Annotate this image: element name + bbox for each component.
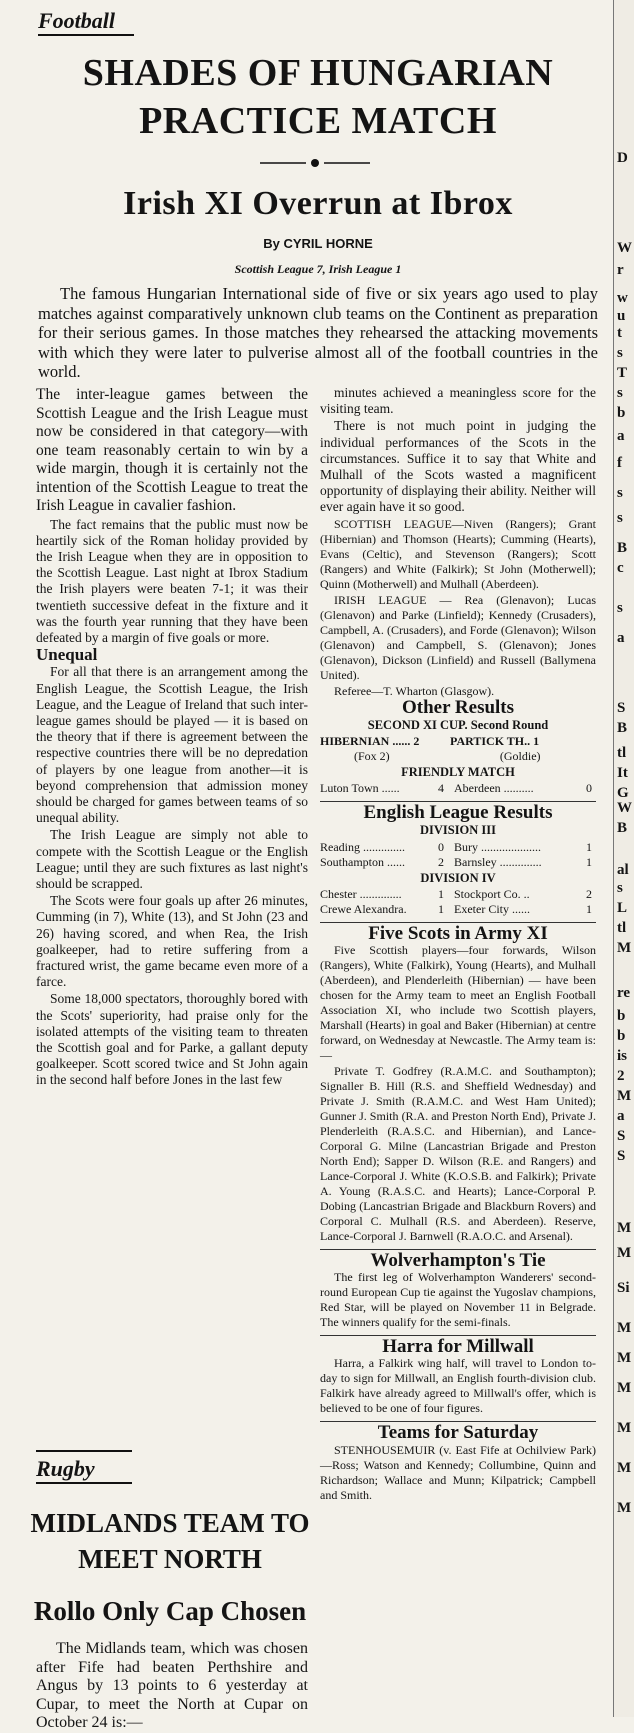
edge-letter: t xyxy=(617,325,622,341)
edge-letter: Si xyxy=(617,1280,630,1296)
edge-letter: M xyxy=(617,1350,632,1366)
result-row: Chester .............. 1 Stockport Co. .. 2 xyxy=(320,886,592,901)
headline-line-1: SHADES OF HUNGARIAN xyxy=(82,52,554,94)
edge-letter: D xyxy=(617,150,628,166)
headline-line-2: PRACTICE MATCH xyxy=(139,100,497,142)
wolves-text xyxy=(320,1270,596,1330)
paragraph: Five Scottish players—four forwards, Wilson (Rangers), White (Falkirk), Young (Hearts), and Mulhall (Aberdeen), and Plenderleith (Hibernian) — have been chosen for the Army team to meet an English Football Association XI, who include two Scottish players, Marshall (Hearts) in goal and Baker (Hibernian) at centre forward, on Wednesday at Newcastle. The Army team is:— xyxy=(320,943,596,1063)
edge-letter: M xyxy=(617,940,632,956)
edge-letter: al xyxy=(617,862,629,878)
team-lineups xyxy=(320,517,596,699)
byline: By CYRIL HORNE xyxy=(263,236,373,251)
edge-letter: s xyxy=(617,510,623,526)
edge-letter: W xyxy=(617,240,632,256)
paragraph: STENHOUSEMUIR (v. East Fife at Ochilview Park)—Ross; Watson and Kennedy; Collumbine, Quinn and Richardson; Wallace and Munn; Kilpatrick; Campbell and Smith. xyxy=(320,1442,596,1502)
edge-letter: a xyxy=(617,428,625,444)
edge-letter: B xyxy=(617,720,628,736)
rugby-paragraph: The Midlands team, which was chosen after Fife had beaten Perthshire and Angus by 13 points to 6 yesterday at Cupar, to meet the North at Cupar on October 24 is:— xyxy=(36,1640,308,1731)
edge-letter: f xyxy=(617,455,622,471)
edge-letter: a xyxy=(617,1108,625,1124)
teams-title: Teams for Saturday xyxy=(377,1422,539,1444)
adjacent-column-edge xyxy=(613,0,634,1717)
paragraph: The Irish League are simply not able to compete with the Scottish League or the English League; until they are such fixtures as last night's should be scrapped. xyxy=(36,827,308,891)
edge-letter: c xyxy=(617,560,624,576)
paragraph: Some 18,000 spectators, thoroughly bored with the Scots' superiority, had praise only for the isolated attempts of the visiting team to threaten the Scottish goal and for Parke, a gallant deputy goalkeeper. Scott scored twice and St John again in the second half before Jones in the last few xyxy=(36,991,308,1088)
edge-letter: W xyxy=(617,800,632,816)
referee: Referee—T. Wharton (Glasgow). xyxy=(334,683,495,698)
lineup-scottish: SCOTTISH LEAGUE—Niven (Rangers); Grant (Hibernian) and Thomson (Hearts); Cumming (Hearts), Evans (Celtic), and Stevenson (Rangers); Scott (Rangers) and White (Falkirk); St John (Motherwell); Quinn (Motherwell) and Mulhall (Aberdeen). xyxy=(320,516,596,591)
edge-letter: b xyxy=(617,405,626,421)
paragraph: The Scots were four goals up after 26 minutes, Cumming (in 7), White (13), and St John (23 and 26) having scored, and when Rea, the Irish goalkeeper, had to retire suffering from a fractured wrist, the game became even more of a farce. xyxy=(36,893,308,990)
scoreline: Scottish League 7, Irish League 1 xyxy=(234,262,402,276)
cup-title: SECOND XI CUP. Second Round xyxy=(367,717,549,732)
edge-letter: r xyxy=(617,262,624,278)
edge-letter: B xyxy=(617,820,628,836)
edge-letter: u xyxy=(617,308,626,324)
edge-letter: a xyxy=(617,630,625,646)
friendly-title: FRIENDLY MATCH xyxy=(401,765,515,780)
edge-letter: B xyxy=(617,540,628,556)
edge-letter: s xyxy=(617,345,623,361)
edge-letter: S xyxy=(617,1148,626,1164)
paragraph: The first leg of Wolverhampton Wanderers' second-round European Cup tie against the Yugoslav champions, Red Star, will be played on November 11 in Belgrade. The winners qualify for the semi-finals. xyxy=(320,1270,596,1330)
wolves-title: Wolverhampton's Tie xyxy=(370,1250,546,1272)
edge-letter: M xyxy=(617,1420,632,1436)
subheading-unequal: Unequal xyxy=(36,645,98,665)
other-results-title: Other Results xyxy=(401,696,515,718)
result-row: Reading .............. 0 Bury .................... 1 xyxy=(320,839,592,854)
edge-letter: L xyxy=(617,900,628,916)
edge-letter: s xyxy=(617,485,623,501)
edge-letter: b xyxy=(617,1028,626,1044)
edge-letter: G xyxy=(617,785,629,801)
paragraph: The fact remains that the public must now be heartily sick of the Roman holiday provided by the Irish League when they are in opposition to the Scottish League. Last night at Ibrox Stadium the Irish players were beaten 7-1; it was their twentieth successive defeat in the fixture and it was the fourth year running that they have been defeated by a margin of five goals or more. xyxy=(36,516,308,645)
army-title: Five Scots in Army XI xyxy=(368,922,548,944)
division-4-title: DIVISION IV xyxy=(420,870,496,885)
army-text xyxy=(320,943,596,1244)
edge-letter: S xyxy=(617,700,626,716)
edge-letter: re xyxy=(617,985,631,1001)
paragraph: The inter-league games between the Scottish League and the Irish League must now be considered in that category—with one team reasonably certain to win by a wide margin, though it is certainly not the intention of the Scottish League to treat the Irish League in cavalier fashion. xyxy=(36,386,308,514)
result-row: Southampton ...... 2 Barnsley .............. 1 xyxy=(320,854,592,869)
edge-letter: w xyxy=(617,290,628,306)
section-kicker-football: Football xyxy=(38,8,134,36)
edge-letter: s xyxy=(617,385,623,401)
edge-letter: s xyxy=(617,600,623,616)
edge-letter: M xyxy=(617,1380,632,1396)
rugby-headline-2: MEET NORTH xyxy=(78,1544,262,1574)
section-kicker-rugby: Rugby xyxy=(36,1450,132,1484)
english-results-title: English League Results xyxy=(363,802,553,824)
edge-letter: M xyxy=(617,1220,632,1236)
rugby-headline-1: MIDLANDS TEAM TO xyxy=(30,1508,310,1538)
result-row: Crewe Alexandra. 1 Exeter City ...... 1 xyxy=(320,901,592,916)
edge-letter: T xyxy=(617,365,628,381)
edge-letter: tl xyxy=(617,920,627,936)
paragraph: Private T. Godfrey (R.A.M.C. and Southampton); Signaller B. Hill (R.S. and Sheffield Wednesday) and Private J. Smith (R.A.M.C. and West Ham United); Gunner J. Smith (R.A. and Preston North End), Private J. Plenderleith (R.A.S.C. and Hibernian), and Lance-Corporal G. Milne (Lancastrian Brigade and Preston North End); Sapper D. Wilson (R.E. and Rangers) and Lance-Corporal J. White (K.O.S.B. and Falkirk); Private A. Young (R.A.S.C. and Hearts); Lance-Corporal P. Dobing (Lancastrian Brigade and Blackburn Rovers) and Corporal C. Mulhall (R.S. and Aberdeen). Reserve, Lance-Corporal J. Barnwell (R.A.O.C. and Arsenal). xyxy=(320,1064,596,1244)
headline-subhead: Irish XI Overrun at Ibrox xyxy=(123,185,513,222)
lineup-irish: IRISH LEAGUE — Rea (Glenavon); Lucas (Glenavon) and Parke (Linfield); Kennedy (Crusaders), Campbell, A. (Crusaders), and Forde (Glenavon); Wilson (Glenavon) and Campbell, S. (Glenavon); Jones (Glenavon), Dickson (Linfield) and Russell (Ballymena United). xyxy=(320,592,596,682)
teams-text xyxy=(320,1443,596,1503)
edge-letter: M xyxy=(617,1320,632,1336)
paragraph: For all that there is an arrangement among the English League, the Scottish League, the Irish League, and the League of Ireland that such inter-league games should be played — it is based on the theory that if there is agreement between the respective countries there will be no depredation of players by one league from another—it is beyond comprehension that admission money should be charged for games between teams of so unequal ability. xyxy=(36,664,308,826)
column-left xyxy=(36,386,308,1090)
edge-letter: tl xyxy=(617,745,627,761)
edge-letter: S xyxy=(617,1128,626,1144)
edge-letter: 2 xyxy=(617,1068,625,1084)
paragraph: Harra, a Falkirk wing half, will travel to London to-day to sign for Millwall, an English fourth-division club. Falkirk have already agreed to Millwall's offer, which is believed to be one of four figures. xyxy=(320,1356,596,1416)
edge-letter: s xyxy=(617,880,623,896)
intro-paragraph: The famous Hungarian International side of five or six years ago used to play matches against comparatively unknown club teams on the Continent as preparation for their serious games. In those matches they rehearsed the attacking movements with which they were later to pulverise almost all of the football countries in the world. xyxy=(38,284,598,381)
result-row: HIBERNIAN ...... 2 PARTICK TH.. 1 xyxy=(320,734,540,749)
paragraph: minutes achieved a meaningless score for the visiting team. xyxy=(320,385,596,417)
edge-letter: M xyxy=(617,1088,632,1104)
division-3-title: DIVISION III xyxy=(419,823,497,838)
edge-letter: M xyxy=(617,1500,632,1516)
edge-letter: It xyxy=(617,765,628,781)
rugby-subhead: Rollo Only Cap Chosen xyxy=(33,1596,307,1626)
ornament-divider xyxy=(260,158,370,168)
paragraph: There is not much point in judging the individual performances of the Scots in the circumstances. Suffice it to say that White and Mulhall of the Scots wasted a magnificent opportunity of displaying their ability. Neither will ever again have it so good. xyxy=(320,418,596,515)
harra-title: Harra for Millwall xyxy=(382,1336,534,1358)
edge-letter: M xyxy=(617,1460,632,1476)
result-row: Luton Town ...... 4 Aberdeen .......... 0 xyxy=(320,781,592,796)
edge-letter: M xyxy=(617,1245,632,1261)
edge-letter: is xyxy=(617,1048,628,1064)
column-right xyxy=(320,385,596,1504)
harra-text xyxy=(320,1356,596,1416)
edge-letter: b xyxy=(617,1008,626,1024)
scorers-row: (Fox 2) (Goldie) xyxy=(354,749,541,764)
